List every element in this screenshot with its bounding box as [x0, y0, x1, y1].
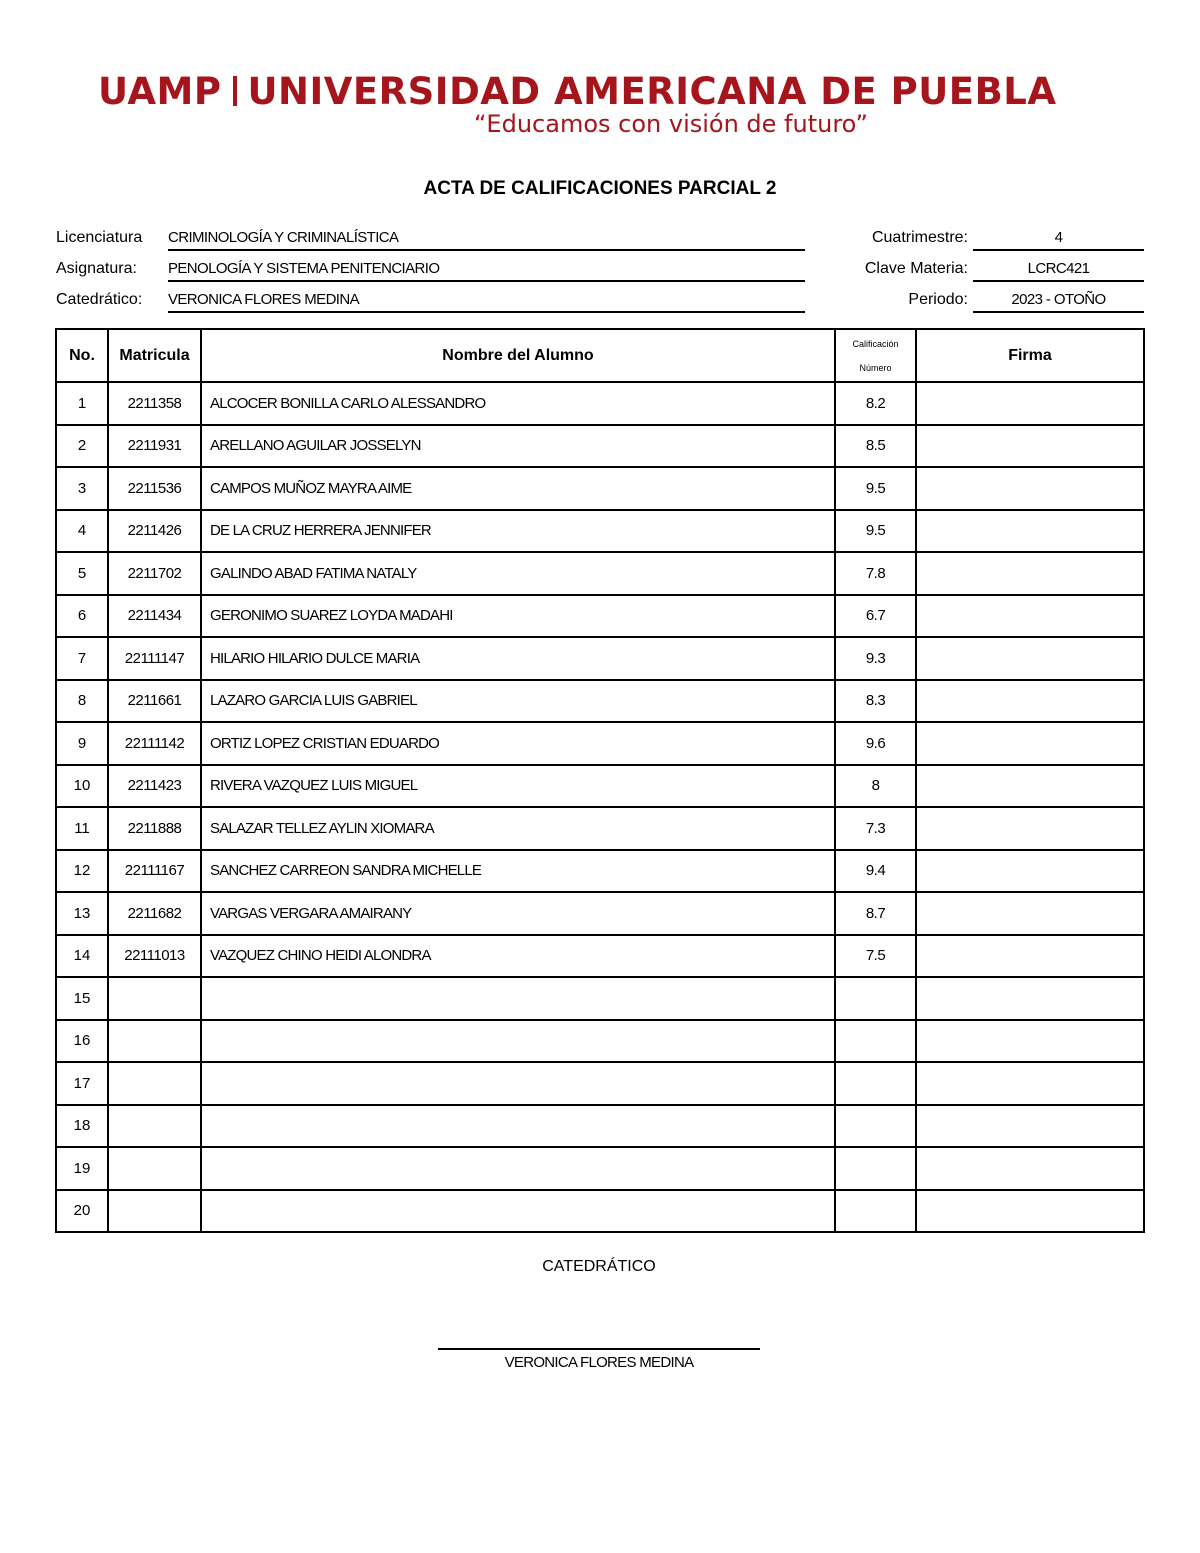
asignatura-value: PENOLOGÍA Y SISTEMA PENITENCIARIO	[168, 259, 805, 282]
cell-nombre	[201, 977, 835, 1020]
cell-matricula	[108, 977, 201, 1020]
cell-no: 5	[56, 552, 108, 595]
catedratico-label: Catedrático:	[56, 291, 143, 308]
cell-no: 7	[56, 637, 108, 680]
logo-full-name: UNIVERSIDAD AMERICANA DE PUEBLA	[247, 70, 1057, 113]
cell-nombre	[201, 1105, 835, 1148]
header-matricula: Matricula	[108, 329, 201, 382]
cell-no: 1	[56, 382, 108, 425]
cell-firma	[916, 892, 1144, 935]
cell-nombre: CAMPOS MUÑOZ MAYRA AIME	[201, 467, 835, 510]
cell-no: 17	[56, 1062, 108, 1105]
signature-label: CATEDRÁTICO	[542, 1258, 656, 1275]
cell-matricula: 2211426	[108, 510, 201, 553]
cuatrimestre-value: 4	[973, 228, 1144, 251]
cell-calificacion: 8.3	[835, 680, 916, 723]
cell-firma	[916, 595, 1144, 638]
cell-matricula	[108, 1105, 201, 1148]
licenciatura-value: CRIMINOLOGÍA Y CRIMINALÍSTICA	[168, 228, 805, 251]
cell-no: 10	[56, 765, 108, 808]
cell-matricula	[108, 1190, 201, 1233]
cell-calificacion: 9.4	[835, 850, 916, 893]
cell-no: 19	[56, 1147, 108, 1190]
cell-no: 15	[56, 977, 108, 1020]
cell-calificacion: 7.8	[835, 552, 916, 595]
cell-firma	[916, 510, 1144, 553]
cell-calificacion	[835, 1105, 916, 1148]
cell-matricula: 22111167	[108, 850, 201, 893]
document-title: ACTA DE CALIFICACIONES PARCIAL 2	[423, 178, 777, 199]
cell-firma	[916, 1190, 1144, 1233]
cell-calificacion: 9.5	[835, 510, 916, 553]
cell-nombre: GALINDO ABAD FATIMA NATALY	[201, 552, 835, 595]
cell-no: 12	[56, 850, 108, 893]
cell-matricula: 22111013	[108, 935, 201, 978]
cell-nombre: RIVERA VAZQUEZ LUIS MIGUEL	[201, 765, 835, 808]
table-row	[56, 850, 1144, 893]
table-row	[56, 552, 1144, 595]
cell-calificacion: 9.6	[835, 722, 916, 765]
table-row	[56, 1105, 1144, 1148]
logo-wordmark	[98, 70, 1057, 114]
logo-short: UAMP	[98, 70, 222, 113]
cell-no: 18	[56, 1105, 108, 1148]
cell-matricula	[108, 1062, 201, 1105]
cell-calificacion: 8	[835, 765, 916, 808]
cell-nombre: LAZARO GARCIA LUIS GABRIEL	[201, 680, 835, 723]
cell-matricula: 22111142	[108, 722, 201, 765]
table-row	[56, 722, 1144, 765]
cell-matricula: 2211888	[108, 807, 201, 850]
cell-no: 3	[56, 467, 108, 510]
cell-no: 2	[56, 425, 108, 468]
university-logo	[98, 70, 1078, 140]
cell-matricula: 2211536	[108, 467, 201, 510]
table-row	[56, 935, 1144, 978]
cell-calificacion	[835, 1062, 916, 1105]
cell-matricula: 2211434	[108, 595, 201, 638]
logo-tagline: “Educamos con visión de futuro”	[474, 110, 868, 138]
cell-no: 14	[56, 935, 108, 978]
cell-firma	[916, 1105, 1144, 1148]
cell-firma	[916, 850, 1144, 893]
cell-no: 13	[56, 892, 108, 935]
cell-matricula: 2211661	[108, 680, 201, 723]
licenciatura-label: Licenciatura	[56, 229, 143, 246]
cell-matricula: 2211358	[108, 382, 201, 425]
table-row	[56, 977, 1144, 1020]
cell-firma	[916, 552, 1144, 595]
cell-nombre: ARELLANO AGUILAR JOSSELYN	[201, 425, 835, 468]
table-row	[56, 1190, 1144, 1233]
table-row	[56, 1147, 1144, 1190]
table-row	[56, 510, 1144, 553]
cell-firma	[916, 1020, 1144, 1063]
cell-calificacion: 7.3	[835, 807, 916, 850]
cell-calificacion: 9.5	[835, 467, 916, 510]
cuatrimestre-label: Cuatrimestre:	[871, 229, 968, 246]
periodo-value: 2023 - OTOÑO	[973, 290, 1144, 313]
table-row	[56, 1020, 1144, 1063]
cell-firma	[916, 977, 1144, 1020]
cell-calificacion	[835, 1190, 916, 1233]
cell-nombre	[201, 1190, 835, 1233]
cell-no: 9	[56, 722, 108, 765]
cell-nombre: DE LA CRUZ HERRERA JENNIFER	[201, 510, 835, 553]
header-calificacion-label: Calificación	[852, 338, 899, 349]
header-nombre: Nombre del Alumno	[201, 329, 835, 382]
cell-calificacion	[835, 977, 916, 1020]
cell-firma	[916, 637, 1144, 680]
cell-firma	[916, 425, 1144, 468]
cell-no: 6	[56, 595, 108, 638]
cell-nombre	[201, 1020, 835, 1063]
cell-nombre: ALCOCER BONILLA CARLO ALESSANDRO	[201, 382, 835, 425]
table-row	[56, 425, 1144, 468]
cell-calificacion: 8.2	[835, 382, 916, 425]
cell-nombre	[201, 1062, 835, 1105]
cell-nombre: SALAZAR TELLEZ AYLIN XIOMARA	[201, 807, 835, 850]
cell-matricula: 2211931	[108, 425, 201, 468]
logo-divider	[233, 76, 237, 106]
signature-line	[438, 1348, 760, 1350]
cell-no: 11	[56, 807, 108, 850]
cell-firma	[916, 1062, 1144, 1105]
table-row	[56, 807, 1144, 850]
cell-calificacion	[835, 1147, 916, 1190]
cell-nombre: VARGAS VERGARA AMAIRANY	[201, 892, 835, 935]
cell-firma	[916, 680, 1144, 723]
table-row	[56, 595, 1144, 638]
table-row	[56, 1062, 1144, 1105]
cell-calificacion: 7.5	[835, 935, 916, 978]
cell-nombre: ORTIZ LOPEZ CRISTIAN EDUARDO	[201, 722, 835, 765]
cell-nombre: HILARIO HILARIO DULCE MARIA	[201, 637, 835, 680]
cell-no: 8	[56, 680, 108, 723]
table-row	[56, 637, 1144, 680]
header-calificacion	[835, 329, 916, 382]
catedratico-value: VERONICA FLORES MEDINA	[168, 290, 805, 313]
cell-firma	[916, 935, 1144, 978]
cell-nombre	[201, 1147, 835, 1190]
asignatura-label: Asignatura:	[56, 260, 137, 277]
cell-firma	[916, 807, 1144, 850]
cell-calificacion	[835, 1020, 916, 1063]
cell-firma	[916, 467, 1144, 510]
cell-calificacion: 6.7	[835, 595, 916, 638]
cell-matricula: 2211423	[108, 765, 201, 808]
header-numero-label: Número	[859, 362, 892, 373]
header-firma: Firma	[916, 329, 1144, 382]
cell-matricula	[108, 1147, 201, 1190]
clave-materia-label: Clave Materia:	[864, 260, 968, 277]
cell-firma	[916, 382, 1144, 425]
table-row	[56, 680, 1144, 723]
cell-no: 20	[56, 1190, 108, 1233]
signature-name: VERONICA FLORES MEDINA	[504, 1354, 694, 1371]
cell-firma	[916, 722, 1144, 765]
cell-firma	[916, 765, 1144, 808]
cell-nombre: GERONIMO SUAREZ LOYDA MADAHI	[201, 595, 835, 638]
cell-calificacion: 9.3	[835, 637, 916, 680]
cell-no: 16	[56, 1020, 108, 1063]
table-row	[56, 467, 1144, 510]
cell-nombre: VAZQUEZ CHINO HEIDI ALONDRA	[201, 935, 835, 978]
cell-no: 4	[56, 510, 108, 553]
table-row	[56, 382, 1144, 425]
table-row	[56, 892, 1144, 935]
cell-calificacion: 8.5	[835, 425, 916, 468]
cell-nombre: SANCHEZ CARREON SANDRA MICHELLE	[201, 850, 835, 893]
cell-firma	[916, 1147, 1144, 1190]
cell-matricula: 2211682	[108, 892, 201, 935]
grades-table	[55, 328, 1145, 1233]
cell-matricula	[108, 1020, 201, 1063]
cell-matricula: 2211702	[108, 552, 201, 595]
header-no: No.	[56, 329, 108, 382]
clave-materia-value: LCRC421	[973, 259, 1144, 282]
table-header-row	[56, 329, 1144, 382]
table-row	[56, 765, 1144, 808]
periodo-label: Periodo:	[908, 291, 968, 308]
cell-matricula: 22111147	[108, 637, 201, 680]
cell-calificacion: 8.7	[835, 892, 916, 935]
